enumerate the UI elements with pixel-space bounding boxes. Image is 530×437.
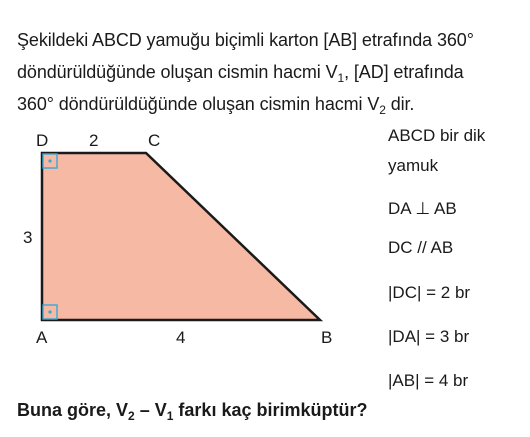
edge-label-ab: 4 (176, 328, 186, 347)
vertex-label-b: B (321, 328, 333, 347)
problem-line-1: Şekildeki ABCD yamuğu biçimli karton [AB] etrafında 360° (17, 30, 474, 50)
given-item: yamuk (388, 156, 439, 175)
edge-label-dc: 2 (89, 131, 99, 150)
problem-line-3: 360° döndürüldüğünde oluşan cismin hacmi $V_2$ dir. (17, 94, 415, 117)
trapezoid-figure (0, 118, 360, 358)
problem-line-2: döndürüldüğünde oluşan cismin hacmi $V_1$, [AD] etrafında (17, 62, 464, 85)
given-item: DA ⊥ AB (388, 199, 457, 218)
vertex-label-a: A (36, 328, 48, 347)
given-item: |AB| = 4 br (388, 371, 469, 390)
vertex-label-c: C (148, 131, 161, 150)
given-item: |DC| = 2 br (388, 283, 471, 302)
problem-statement (17, 24, 522, 120)
given-item: DC // AB (388, 238, 454, 257)
trapezoid-shape (42, 153, 320, 320)
edge-label-da: 3 (23, 228, 33, 247)
given-item: |DA| = 3 br (388, 327, 470, 346)
given-item: ABCD bir dik (388, 126, 486, 145)
question: Buna göre, $V_2 - V_1$ farkı kaç birimküptür? (17, 400, 368, 423)
vertex-label-d: D (36, 131, 49, 150)
